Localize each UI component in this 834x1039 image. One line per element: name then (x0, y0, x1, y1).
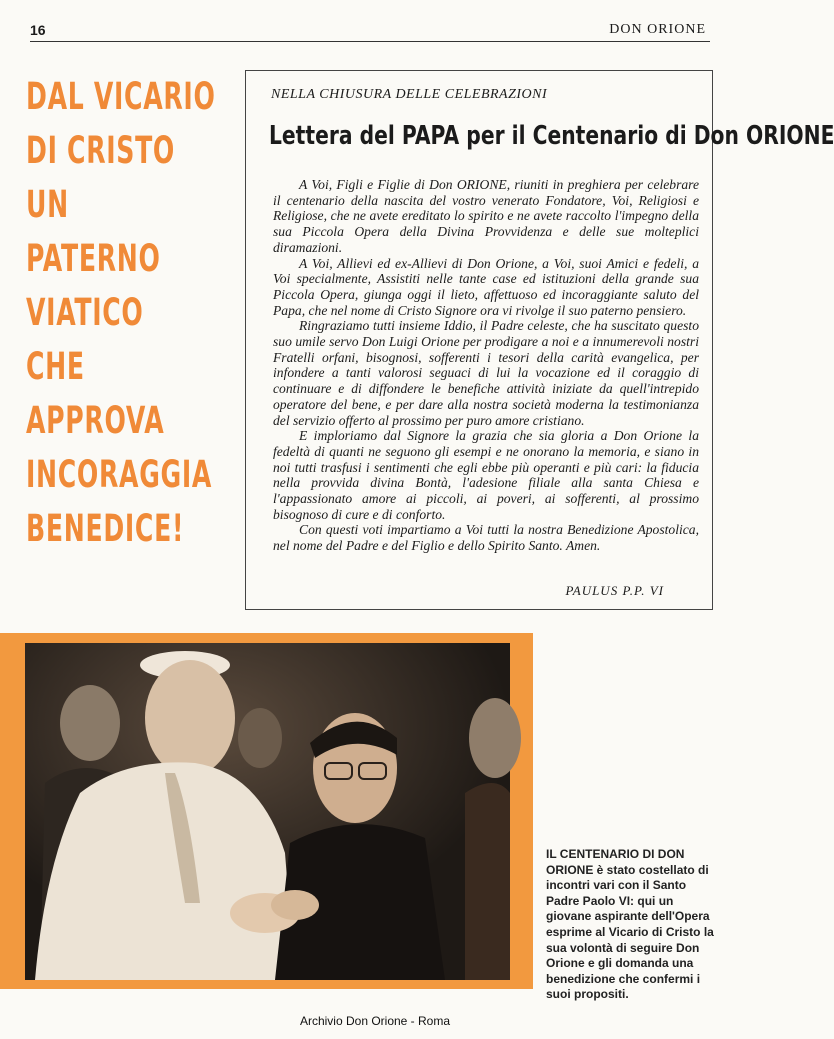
archive-footer: Archivio Don Orione - Roma (299, 1014, 451, 1028)
headline-line: PATERNO (26, 237, 161, 280)
headline-line: INCORAGGIA (26, 453, 213, 496)
headline-line: UN (26, 183, 69, 226)
papal-letter-box (245, 70, 834, 610)
page-number: 16 (30, 22, 46, 38)
magazine-name: DON ORIONE (609, 22, 706, 37)
main-headline (26, 70, 216, 556)
headline-line: DAL VICARIO (26, 75, 216, 118)
headline-line: CHE (26, 345, 85, 388)
letter-paragraph: Con questi voti impartiamo a Voi tutti la nostra Benedizione Apostolica, nel nome del Padre e del Figlio e dello Spirito Santo. Amen. (273, 522, 699, 554)
letter-title: Lettera del PAPA per il Centenario di Don ORIONE (269, 121, 834, 151)
headline-line: DI CRISTO (26, 129, 176, 172)
caption-text: è stato costellato di incontri vari con il Santo Padre Paolo VI: qui un giovane aspirante dell'Opera esprime al Vicario di Cristo la sua volontà di seguire Don Orione e gli domanda una benedizione che confermi i suoi propositi. (546, 862, 714, 1002)
letter-signature: PAULUS P.P. VI (565, 583, 664, 598)
headline-line: BENEDICE! (26, 507, 185, 550)
letter-title-wrap (269, 121, 834, 151)
letter-body (273, 177, 699, 554)
headline-line: VIATICO (26, 291, 144, 334)
pope-meeting-photo (25, 643, 510, 980)
header-divider (30, 41, 710, 42)
photo-frame (0, 633, 533, 989)
letter-paragraph: A Voi, Figli e Figlie di Don ORIONE, riuniti in preghiera per celebrare il centenario della nascita del vostro venerato Fondatore, Voi, Religiosi e Religiose, che ne avete ereditato lo spirito e ne avete raccolto l'impegno della sua Piccola Opera della Divina Provvidenza e delle sue molteplici diramazioni. (273, 177, 699, 255)
letter-kicker: NELLA CHIUSURA DELLE CELEBRAZIONI (271, 87, 548, 102)
letter-paragraph: Ringraziamo tutti insieme Iddio, il Padre celeste, che ha suscitato questo suo umile servo Don Luigi Orione per prodigare a noi e a innumerevoli nostri Fratelli orfani, bisognosi, sofferenti i tesori della carità evangelica, per infondere a tanti valorosi seguaci di lui la vocazione ed il coraggio di continuare e di diffondere le benefiche attività iniziate da quell'intrepido operatore del bene, e per dare alla nostra società moderna la testimonianza del servizio offerto al prossimo per puro amore cristiano. (273, 318, 699, 428)
caption-lead: IL CENTENARIO DI DON ORIONE (546, 847, 685, 877)
photo-caption (546, 847, 720, 1003)
letter-paragraph: E imploriamo dal Signore la grazia che sia gloria a Don Orione la fedeltà di quanti ne seguono gli esempi e ne onorano la memoria, e siano in noi tutti trasfusi i sentimenti che egli ebbe più operanti e più cari: la fiducia nella provvida divina Bontà, l'adesione filiale alla santa Chiesa e l'appassionato amore ai piccoli, ai poveri, ai sofferenti, al prossimo bisognoso di cure e di conforto. (273, 428, 699, 522)
letter-paragraph: A Voi, Allievi ed ex-Allievi di Don Orione, a Voi, suoi Amici e fedeli, a Voi specialmente, Assistiti nelle tante case ed istituzioni della grande sua Piccola Opera, giunga oggi il lieto, affettuoso ed incoraggiante saluto del Papa, che nel nome di Cristo Signore ora vi rivolge il suo paterno pensiero. (273, 255, 699, 318)
headline-line: APPROVA (26, 399, 165, 442)
